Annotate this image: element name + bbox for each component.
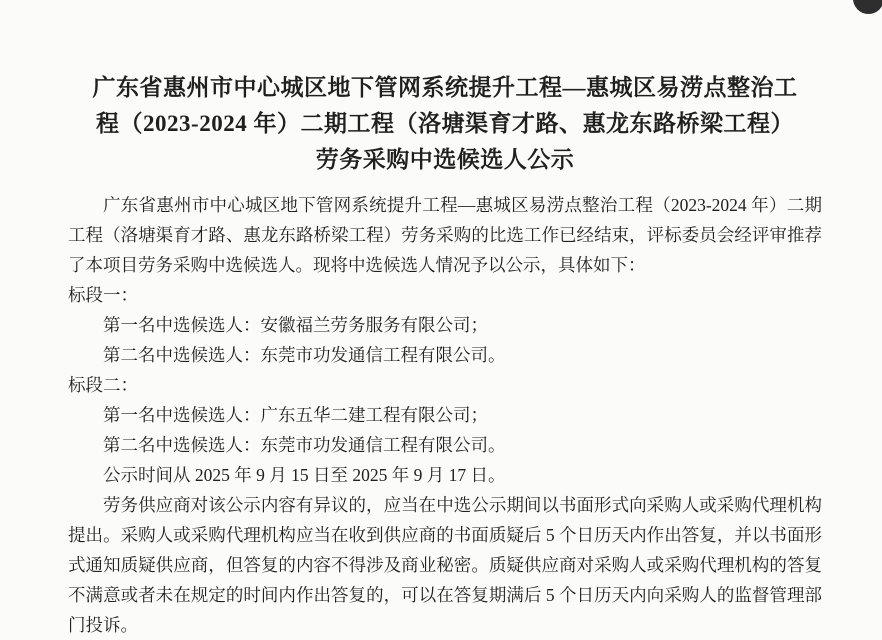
intro-paragraph: 广东省惠州市中心城区地下管网系统提升工程—惠城区易涝点整治工程（2023-2024 年）二期工程（洛塘渠育才路、惠龙东路桥梁工程）劳务采购的比选工作已经结束，评标委员会经评审推荐了本项目劳务采购中选候选人。现将中选候选人情况予以公示，具体如下： <box>68 195 822 275</box>
objection-notice-paragraph: 劳务供应商对该公示内容有异议的，应当在中选公示期间以书面形式向采购人或采购代理机构提出。采购人或采购代理机构应当在收到供应商的书面质疑后 5 个日历天内作出答复，并以书面形式通知质疑供应商，但答复的内容不得涉及商业秘密。质疑供应商对采购人或采购代理机构的答复不满意或者未在规定的时间内作出答复的，可以在答复期满后 5 个日历天内向采购人的监督管理部门投诉。 <box>68 495 822 635</box>
document-title-line: 劳务采购中选候选人公示 <box>315 147 575 172</box>
document-title-line: 程（2023-2024 年）二期工程（洛塘渠育才路、惠龙东路桥梁工程） <box>96 111 794 136</box>
section-two-candidate-1: 第一名中选候选人：广东五华二建工程有限公司； <box>103 405 488 425</box>
section-two-candidate-2: 第二名中选候选人：东莞市功发通信工程有限公司。 <box>103 435 506 455</box>
document-title-line: 广东省惠州市中心城区地下管网系统提升工程—惠城区易涝点整治工 <box>92 75 798 100</box>
section-one-label: 标段一： <box>68 285 138 305</box>
section-one-candidate-1: 第一名中选候选人：安徽福兰劳务服务有限公司； <box>103 315 488 335</box>
document-title <box>68 70 822 178</box>
publicity-period-line: 公示时间从 2025 年 9 月 15 日至 2025 年 9 月 17 日。 <box>103 465 506 485</box>
section-one-candidate-2: 第二名中选候选人：东莞市功发通信工程有限公司。 <box>103 345 506 365</box>
section-two-label: 标段二： <box>68 375 138 395</box>
